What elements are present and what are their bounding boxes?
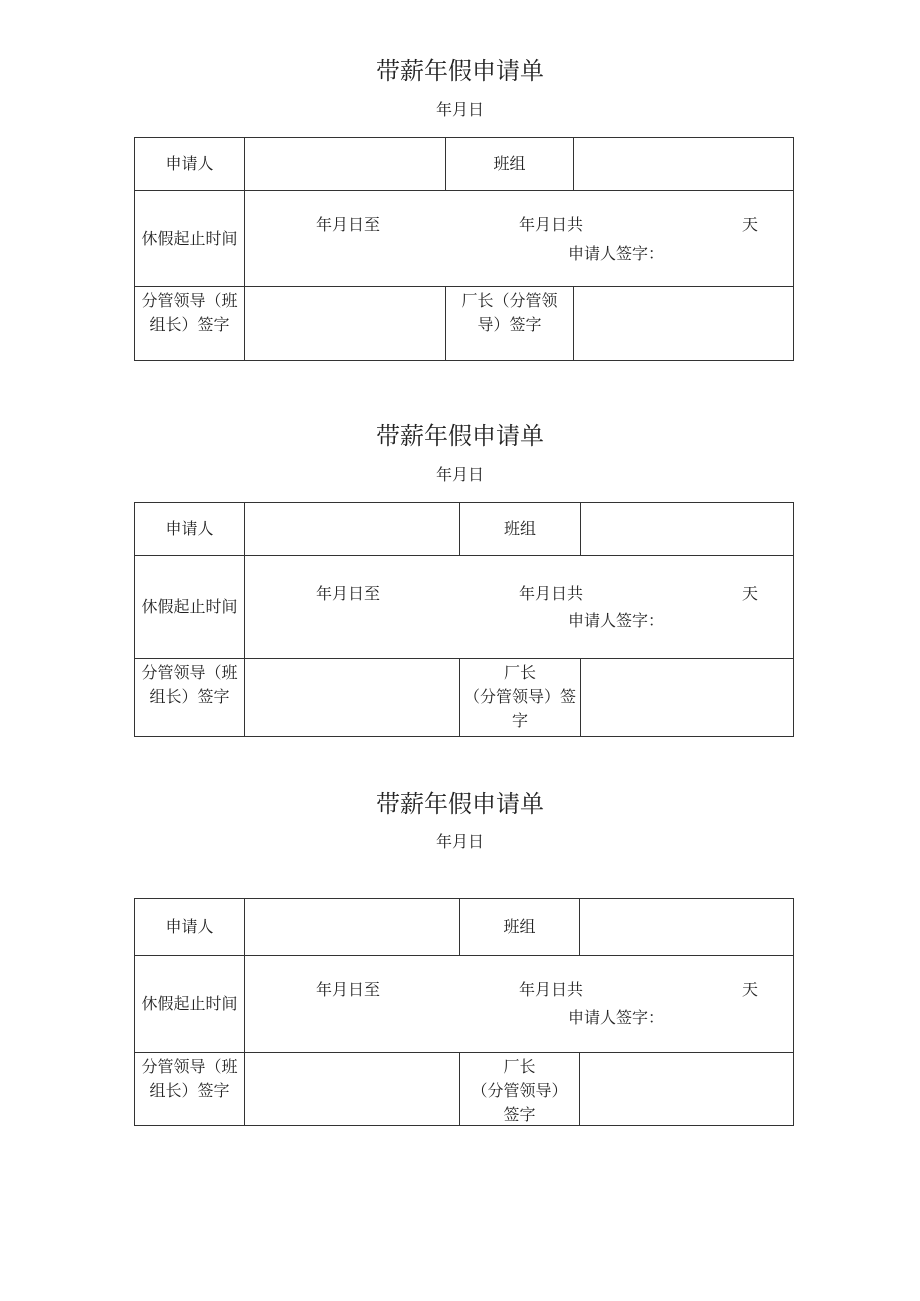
supervisor-sign-label: 分管领导（班 组长）签字 <box>141 663 238 706</box>
applicant-sign-label: 申请人签字： <box>568 1008 665 1027</box>
form-title: 带薪年假申请单 <box>376 790 544 818</box>
director-sign-label: 厂长 （分管领导） 签字 <box>471 1057 568 1124</box>
leave-table <box>134 898 794 1126</box>
period-field[interactable] <box>245 191 794 286</box>
period-from: 年月日至 <box>316 584 381 603</box>
date-label: 年月日 <box>435 832 484 851</box>
period-from: 年月日至 <box>316 980 381 999</box>
days-unit: 天 <box>742 980 759 999</box>
team-label: 班组 <box>503 917 536 936</box>
period-label: 休假起止时间 <box>141 597 238 616</box>
applicant-label: 申请人 <box>165 917 214 936</box>
form-title: 带薪年假申请单 <box>376 57 544 85</box>
period-label: 休假起止时间 <box>141 994 238 1013</box>
supervisor-sign-field[interactable] <box>245 659 459 737</box>
date-label: 年月日 <box>435 465 484 484</box>
team-field[interactable] <box>580 899 794 955</box>
leave-table <box>134 502 794 737</box>
supervisor-sign-label: 分管领导（班 组长）签字 <box>141 291 238 334</box>
director-sign-label: 厂长 （分管领导）签 字 <box>463 663 576 730</box>
applicant-sign-label: 申请人签字： <box>568 244 665 263</box>
team-label: 班组 <box>503 519 536 538</box>
date-label: 年月日 <box>435 100 484 119</box>
period-to: 年月日共 <box>519 215 584 234</box>
supervisor-sign-field[interactable] <box>245 1053 459 1126</box>
team-field[interactable] <box>581 503 794 555</box>
applicant-field[interactable] <box>245 138 445 190</box>
period-to: 年月日共 <box>519 584 584 603</box>
supervisor-sign-label: 分管领导（班 组长）签字 <box>141 1057 238 1100</box>
applicant-label: 申请人 <box>165 154 214 173</box>
team-label: 班组 <box>493 154 526 173</box>
days-unit: 天 <box>742 584 759 603</box>
period-field[interactable] <box>245 956 794 1052</box>
period-field[interactable] <box>245 556 794 658</box>
team-field[interactable] <box>574 138 794 190</box>
period-label: 休假起止时间 <box>141 228 238 248</box>
applicant-field[interactable] <box>245 899 459 955</box>
director-sign-label: 厂长（分管领 导）签字 <box>461 291 558 334</box>
applicant-label: 申请人 <box>165 519 214 538</box>
days-unit: 天 <box>742 215 759 234</box>
leave-table <box>134 137 794 361</box>
applicant-sign-label: 申请人签字： <box>568 611 665 630</box>
director-sign-field[interactable] <box>580 1053 794 1126</box>
supervisor-sign-field[interactable] <box>245 287 445 361</box>
period-to: 年月日共 <box>519 980 584 999</box>
director-sign-field[interactable] <box>581 659 794 737</box>
period-from: 年月日至 <box>316 215 381 234</box>
form-title: 带薪年假申请单 <box>376 422 544 450</box>
director-sign-field[interactable] <box>574 287 794 361</box>
applicant-field[interactable] <box>245 503 459 555</box>
